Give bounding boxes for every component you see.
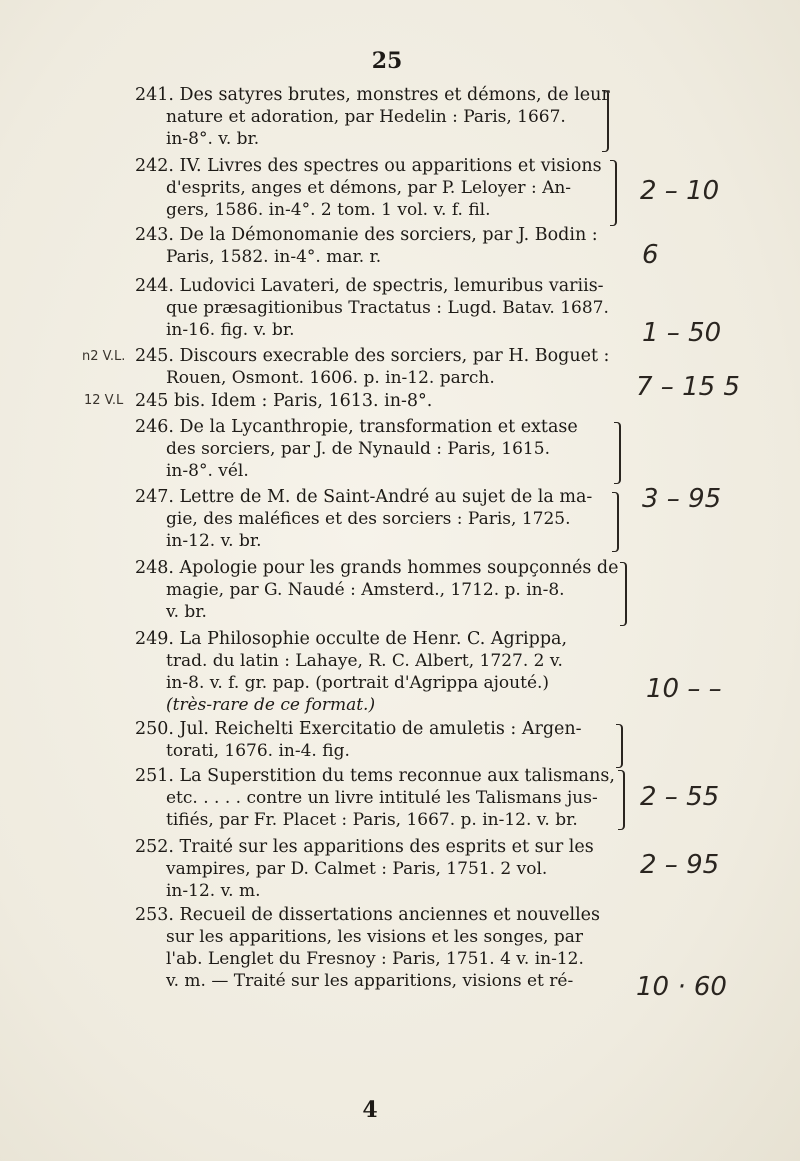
bracket-250 (616, 724, 623, 768)
margin-note-251: 2 – 55 (640, 782, 720, 812)
entry-241-line-2: nature et adoration, par Hedelin : Paris, 1667. (166, 107, 566, 127)
entry-243-line-1: 243. De la Démonomanie des sorciers, par J. Bodin : (135, 225, 598, 245)
entry-247-line-3: in-12. v. br. (166, 531, 262, 551)
entry-253-line-1: 253. Recueil de dissertations anciennes et nouvelles (135, 905, 600, 925)
bracket-242 (610, 160, 617, 226)
entry-244-line-1: 244. Ludovici Lavateri, de spectris, lemuribus variis- (135, 276, 604, 296)
entry-245-line-1: 245. Discours execrable des sorciers, par H. Boguet : (135, 346, 610, 366)
entry-249-line-2: trad. du latin : Lahaye, R. C. Albert, 1727. 2 v. (166, 651, 563, 671)
entry-249-line-1: 249. La Philosophie occulte de Henr. C. Agrippa, (135, 629, 568, 649)
left-mark-245: n2 V.L. (82, 349, 126, 364)
entry-248-line-3: v. br. (166, 602, 207, 622)
entry-250-line-1: 250. Jul. Reichelti Exercitatio de amuletis : Argen- (135, 719, 582, 739)
entry-251-line-3: tifiés, par Fr. Placet : Paris, 1667. p. in-12. v. br. (166, 810, 578, 830)
entry-251-line-1: 251. La Superstition du tems reconnue aux talismans, (135, 766, 615, 786)
entry-247-line-1: 247. Lettre de M. de Saint-André au sujet de la ma- (135, 487, 593, 507)
left-mark-245bis: 12 V.L (84, 393, 124, 408)
entry-241-line-3: in-8°. v. br. (166, 129, 260, 149)
bracket-248 (620, 562, 627, 626)
entry-248-line-2: magie, par G. Naudé : Amsterd., 1712. p. in-8. (166, 580, 565, 600)
page-number: 25 (371, 48, 403, 74)
entry-244-line-2: que præsagitionibus Tractatus : Lugd. Batav. 1687. (166, 298, 609, 318)
entry-253-line-3: l'ab. Lenglet du Fresnoy : Paris, 1751. 4 v. in-12. (166, 949, 584, 969)
entry-252-line-2: vampires, par D. Calmet : Paris, 1751. 2 vol. (166, 859, 548, 879)
margin-note-247: 3 – 95 (642, 484, 722, 514)
margin-note-252: 2 – 95 (640, 850, 720, 880)
entry-249-line-3: in-8. v. f. gr. pap. (portrait d'Agrippa ajouté.) (166, 673, 550, 693)
entry-244-line-3: in-16. fig. v. br. (166, 320, 295, 340)
entry-248-line-1: 248. Apologie pour les grands hommes soupçonnés de (135, 558, 619, 578)
margin-note-246: 7 – 15 5 (636, 372, 740, 402)
margin-note-253: 10 · 60 (636, 972, 727, 1002)
entry-246-line-1: 246. De la Lycanthropie, transformation et extase (135, 417, 578, 437)
entry-249-line-4: (très-rare de ce format.) (166, 695, 376, 715)
entry-241-line-1: 241. Des satyres brutes, monstres et démons, de leur (135, 85, 610, 105)
entry-246-line-2: des sorciers, par J. de Nynauld : Paris, 1615. (166, 439, 550, 459)
bracket-241 (602, 90, 609, 152)
entry-252-line-1: 252. Traité sur les apparitions des esprits et sur les (135, 837, 594, 857)
entry-245bis-line-1: 245 bis. Idem : Paris, 1613. in-8°. (135, 391, 433, 411)
bracket-251 (618, 770, 625, 830)
bracket-247 (612, 492, 619, 552)
entry-242-line-2: d'esprits, anges et démons, par P. Leloyer : An- (166, 178, 572, 198)
entry-253-line-2: sur les apparitions, les visions et les songes, par (166, 927, 583, 947)
entry-251-line-2: etc. . . . . contre un livre intitulé les Talismans jus- (166, 788, 598, 808)
entry-252-line-3: in-12. v. m. (166, 881, 261, 901)
entry-250-line-2: torati, 1676. in-4. fig. (166, 741, 350, 761)
entry-243-line-2: Paris, 1582. in-4°. mar. r. (166, 247, 382, 267)
entry-242-line-1: 242. IV. Livres des spectres ou apparitions et visions (135, 156, 602, 176)
entry-245-line-2: Rouen, Osmont. 1606. p. in-12. parch. (166, 368, 495, 388)
margin-note-249: 10 – – (646, 674, 722, 704)
entry-246-line-3: in-8°. vél. (166, 461, 249, 481)
entry-253-line-4: v. m. — Traité sur les apparitions, visions et ré- (166, 971, 574, 991)
margin-note-244: 1 – 50 (642, 318, 722, 348)
bracket-246 (614, 422, 621, 484)
entry-242-line-3: gers, 1586. in-4°. 2 tom. 1 vol. v. f. fil. (166, 200, 491, 220)
margin-note-243: 6 (642, 240, 659, 270)
catchword: 4 (362, 1097, 378, 1123)
entry-247-line-2: gie, des maléfices et des sorciers : Paris, 1725. (166, 509, 571, 529)
margin-note-242: 2 – 10 (640, 176, 720, 206)
